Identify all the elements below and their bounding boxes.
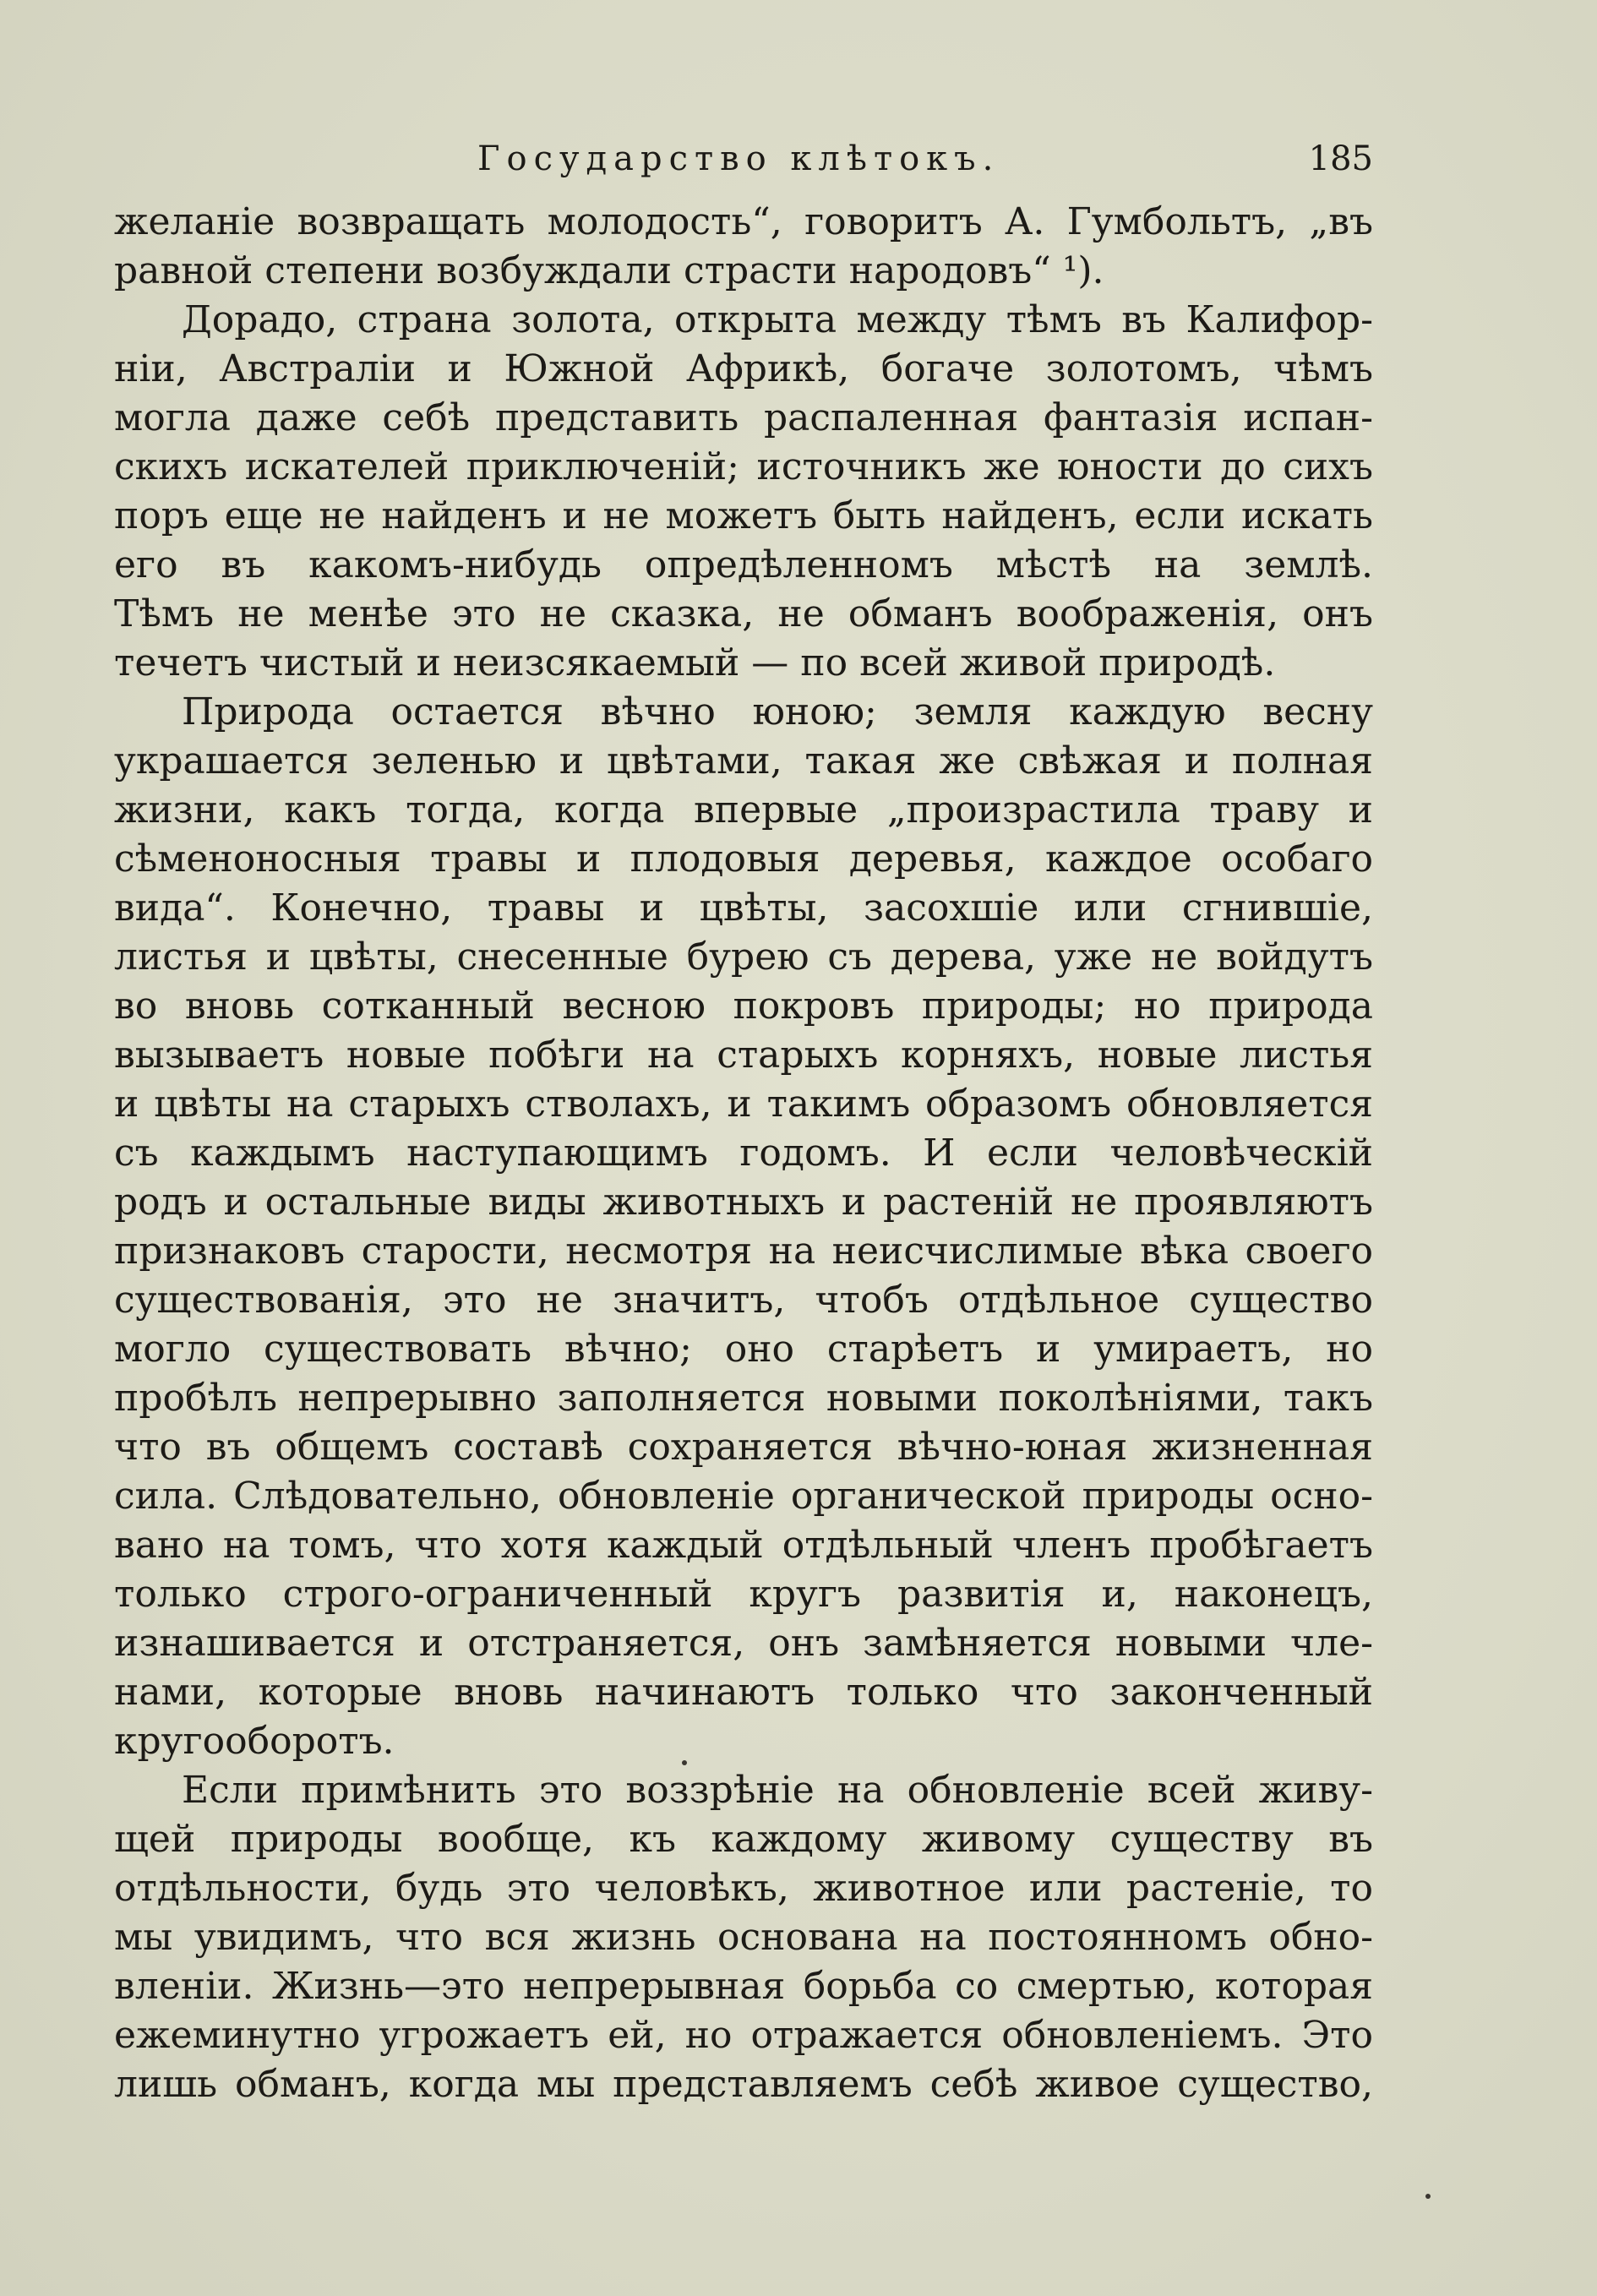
text-line: ніи, Австраліи и Южной Африкѣ, богаче золотомъ, чѣмъ: [114, 347, 1373, 390]
page-header: [114, 134, 1373, 184]
text-line: вленіи. Жизнь—это непрерывная борьба со смертью, которая: [114, 1965, 1373, 2008]
text-line: признаковъ старости, несмотря на неисчислимые вѣка своего: [114, 1230, 1373, 1273]
text-line: изнашивается и отстраняется, онъ замѣняется новыми чле-: [114, 1622, 1373, 1665]
text-line: сѣменоносныя травы и плодовыя деревья, каждое особаго: [114, 837, 1373, 881]
text-line: мы увидимъ, что вся жизнь основана на постоянномъ обно-: [114, 1916, 1373, 1959]
text-line: Дорадо, страна золота, открыта между тѣмъ въ Калифор-: [182, 298, 1373, 341]
text-line: течетъ чистый и неизсякаемый — по всей живой природѣ.: [114, 641, 1276, 684]
text-line: его въ какомъ-нибудь опредѣленномъ мѣстѣ на землѣ.: [114, 543, 1373, 586]
text-line: ежеминутно угрожаетъ ей, но отражается обновленіемъ. Это: [114, 2014, 1373, 2057]
text-line: щей природы вообще, къ каждому живому существу въ: [114, 1818, 1373, 1861]
text-line: Тѣмъ не менѣе это не сказка, не обманъ воображенія, онъ: [114, 592, 1373, 635]
text-line: могла даже себѣ представить распаленная фантазія испан-: [114, 396, 1373, 439]
text-line: пробѣлъ непрерывно заполняется новыми поколѣніями, такъ: [114, 1377, 1373, 1420]
text-line: поръ еще не найденъ и не можетъ быть найденъ, если искать: [114, 494, 1373, 537]
text-line: нами, которые вновь начинаютъ только что законченный: [114, 1671, 1373, 1714]
page-number: 185: [1308, 139, 1373, 178]
text-line: отдѣльности, будь это человѣкъ, животное или растеніе, то: [114, 1867, 1373, 1910]
text-line: что въ общемъ составѣ сохраняется вѣчно-юная жизненная: [114, 1426, 1373, 1469]
text-line: родъ и остальные виды животныхъ и растеній не проявляютъ: [114, 1181, 1373, 1224]
text-line: и цвѣты на старыхъ стволахъ, и такимъ образомъ обновляется: [114, 1083, 1373, 1126]
text-line: желаніе возвращать молодость“, говоритъ А. Гумбольтъ, „въ: [114, 200, 1373, 243]
text-line: равной степени возбуждали страсти народовъ“ ¹).: [114, 249, 1104, 292]
body-text: [114, 198, 1373, 2109]
text-line: вида“. Конечно, травы и цвѣты, засохшіе или сгнившіе,: [114, 886, 1373, 930]
text-line: могло существовать вѣчно; оно старѣетъ и умираетъ, но: [114, 1328, 1373, 1371]
text-line: жизни, какъ тогда, когда впервые „произрастила траву и: [114, 788, 1373, 832]
text-line: скихъ искателей приключеній; источникъ же юности до сихъ: [114, 445, 1373, 488]
text-line: съ каждымъ наступающимъ годомъ. И если человѣческій: [114, 1132, 1373, 1175]
print-speck: [1425, 2194, 1431, 2199]
text-line: листья и цвѣты, снесенные бурею съ дерева, уже не войдутъ: [114, 935, 1373, 979]
text-line: во вновь сотканный весною покровъ природы; но природа: [114, 984, 1373, 1028]
print-speck: [682, 1760, 687, 1765]
text-line: вызываетъ новые побѣги на старыхъ корняхъ, новые листья: [114, 1033, 1373, 1077]
text-line: существованія, это не значитъ, чтобъ отдѣльное существо: [114, 1279, 1373, 1322]
text-line: только строго-ограниченный кругъ развитія и, наконецъ,: [114, 1573, 1373, 1616]
text-line: кругооборотъ.: [114, 1720, 395, 1763]
text-line: Если примѣнить это воззрѣніе на обновленіе всей живу-: [182, 1769, 1373, 1812]
text-line: лишь обманъ, когда мы представляемъ себѣ живое существо,: [114, 2063, 1373, 2106]
running-head: Государство клѣтокъ.: [477, 139, 1000, 178]
text-line: Природа остается вѣчно юною; земля каждую весну: [182, 690, 1373, 734]
text-line: вано на томъ, что хотя каждый отдѣльный членъ пробѣгаетъ: [114, 1524, 1373, 1567]
text-line: украшается зеленью и цвѣтами, такая же свѣжая и полная: [114, 739, 1373, 783]
text-line: сила. Слѣдовательно, обновленіе органической природы осно-: [114, 1475, 1373, 1518]
